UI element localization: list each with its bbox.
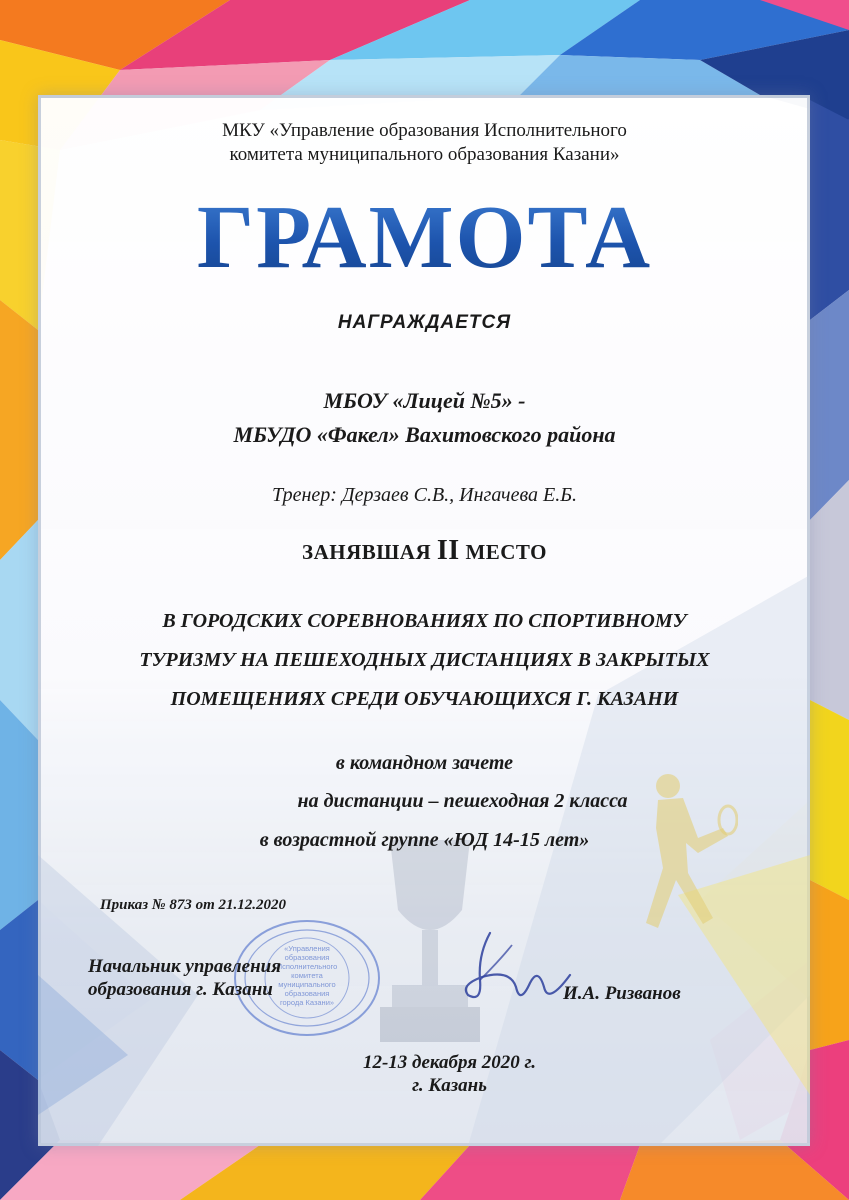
detail-line-2: на дистанции – пешеходная 2 класса	[297, 790, 628, 812]
event-date: 12-13 декабря 2020 г.	[362, 1052, 537, 1073]
place-suffix: МЕСТО	[465, 540, 547, 564]
svg-text:«Управления: «Управления	[284, 944, 330, 953]
organization-line-2: комитета муниципального образования Казани»	[229, 144, 620, 165]
handwritten-signature	[420, 925, 590, 1020]
svg-text:образования: образования	[284, 989, 330, 998]
svg-text:Исполнительного: Исполнительного	[276, 962, 338, 971]
svg-text:образования: образования	[284, 953, 330, 962]
certificate-title: ГРАМОТА	[0, 186, 849, 289]
recipient-line-2: МБУДО «Факел» Вахитовского района	[233, 422, 616, 447]
head-title-line-1: Начальник управления	[88, 956, 282, 977]
recipient-line-1: МБОУ «Лицей №5» -	[323, 388, 526, 413]
organization-line-1: МКУ «Управление образования Исполнительного	[222, 120, 627, 141]
competition-line-2: ТУРИЗМУ НА ПЕШЕХОДНЫХ ДИСТАНЦИЯХ В ЗАКРЫТЫХ	[139, 649, 710, 671]
official-stamp	[232, 918, 382, 1038]
svg-text:муниципального: муниципального	[278, 980, 336, 989]
place-prefix: ЗАНЯВШАЯ	[301, 540, 432, 564]
head-title-line-2: образования г. Казани	[88, 979, 273, 1000]
signer-name: И.А. Ризванов	[563, 983, 681, 1004]
awarded-label: НАГРАЖДАЕТСЯ	[337, 312, 512, 333]
detail-line-1: в командном зачете	[335, 752, 514, 774]
coach-line: Тренер: Дерзаев С.В., Ингачева Е.Б.	[271, 484, 578, 506]
svg-text:комитета: комитета	[291, 971, 323, 980]
order-reference: Приказ № 873 от 21.12.2020	[100, 897, 286, 913]
competition-line-3: ПОМЕЩЕНИЯХ СРЕДИ ОБУЧАЮЩИХСЯ Г. КАЗАНИ	[170, 688, 679, 710]
event-city: г. Казань	[412, 1075, 487, 1096]
svg-text:города Казани»: города Казани»	[279, 998, 335, 1007]
place-line	[0, 535, 849, 567]
detail-line-3: в возрастной группе «ЮД 14-15 лет»	[259, 829, 590, 851]
place-number: II	[436, 535, 460, 566]
competition-line-1: В ГОРОДСКИХ СОРЕВНОВАНИЯХ ПО СПОРТИВНОМУ	[162, 610, 687, 632]
